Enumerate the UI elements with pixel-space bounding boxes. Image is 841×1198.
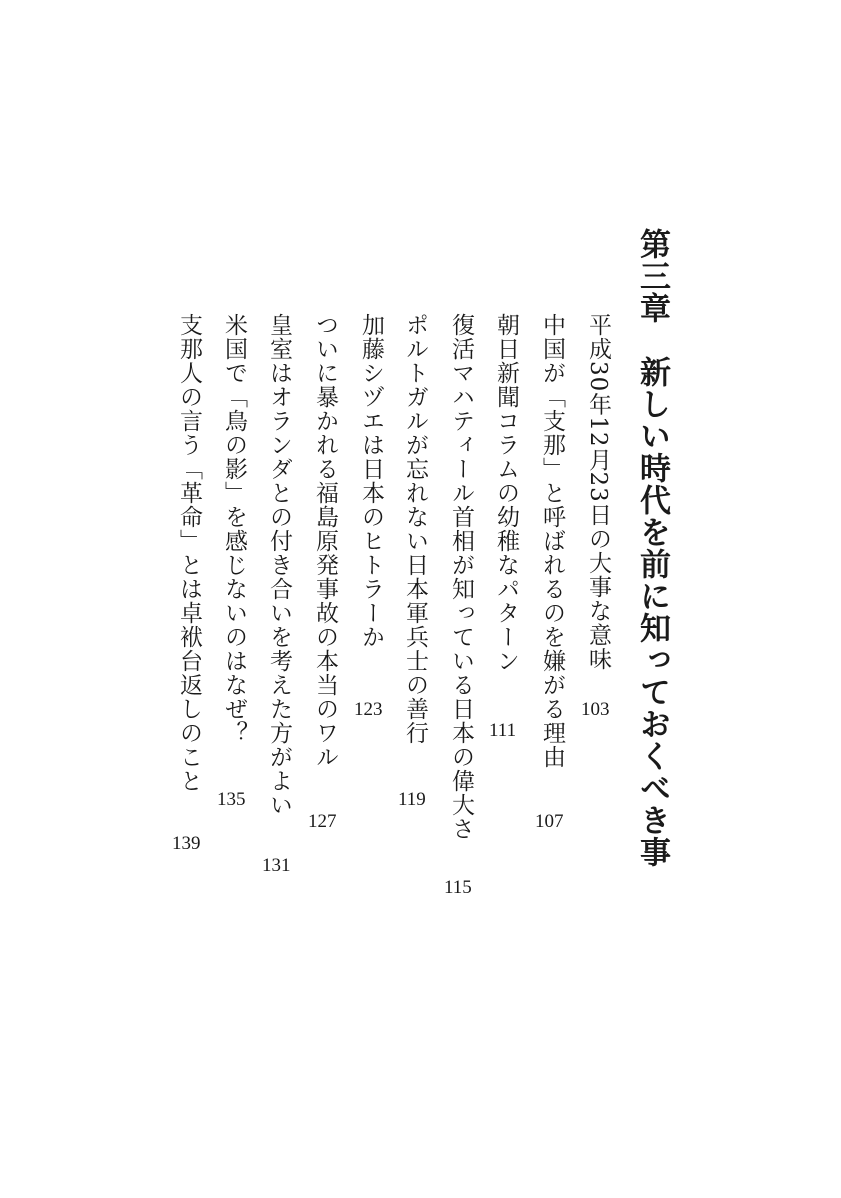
toc-entry-title[interactable]: 皇室はオランダとの付き合いを考えた方がよい xyxy=(266,313,292,817)
toc-entry-page-number: 135 xyxy=(217,789,246,810)
toc-entry-title[interactable]: 米国で「鳥の影」を感じないのはなぜ？ xyxy=(221,313,247,745)
toc-entry-title[interactable]: 中国が「支那」と呼ばれるのを嫌がる理由 xyxy=(539,313,565,769)
toc-entry-title[interactable]: ポルトガルが忘れない日本軍兵士の善行 xyxy=(402,313,428,745)
toc-entry-page-number: 115 xyxy=(444,877,472,898)
toc-entry-page-number: 127 xyxy=(308,811,337,832)
toc-entry-page-number: 103 xyxy=(581,699,610,720)
toc-entry-page-number: 119 xyxy=(398,789,426,810)
toc-entry-title[interactable]: 平成30年12月23日の大事な意味 xyxy=(585,313,611,671)
chapter-heading: 第三章 新しい時代を前に知っておくべき事 xyxy=(634,228,670,868)
toc-entry-page-number: 123 xyxy=(354,699,383,720)
toc-entry-title[interactable]: 復活マハティール首相が知っている日本の偉大さ xyxy=(448,313,474,841)
toc-entry-title[interactable]: 朝日新聞コラムの幼稚なパターン xyxy=(493,313,519,673)
toc-entry-page-number: 111 xyxy=(489,720,517,741)
toc-entry-title[interactable]: 支那人の言う「革命」とは卓袱台返しのこと xyxy=(176,313,202,793)
toc-entry-title[interactable]: 加藤シヅエは日本のヒトラーか xyxy=(358,313,384,649)
toc-entry-page-number: 131 xyxy=(262,855,291,876)
toc-entry-title[interactable]: ついに暴かれる福島原発事故の本当のワル xyxy=(312,313,338,769)
toc-entry-page-number: 139 xyxy=(172,833,201,854)
toc-entry-page-number: 107 xyxy=(535,811,564,832)
